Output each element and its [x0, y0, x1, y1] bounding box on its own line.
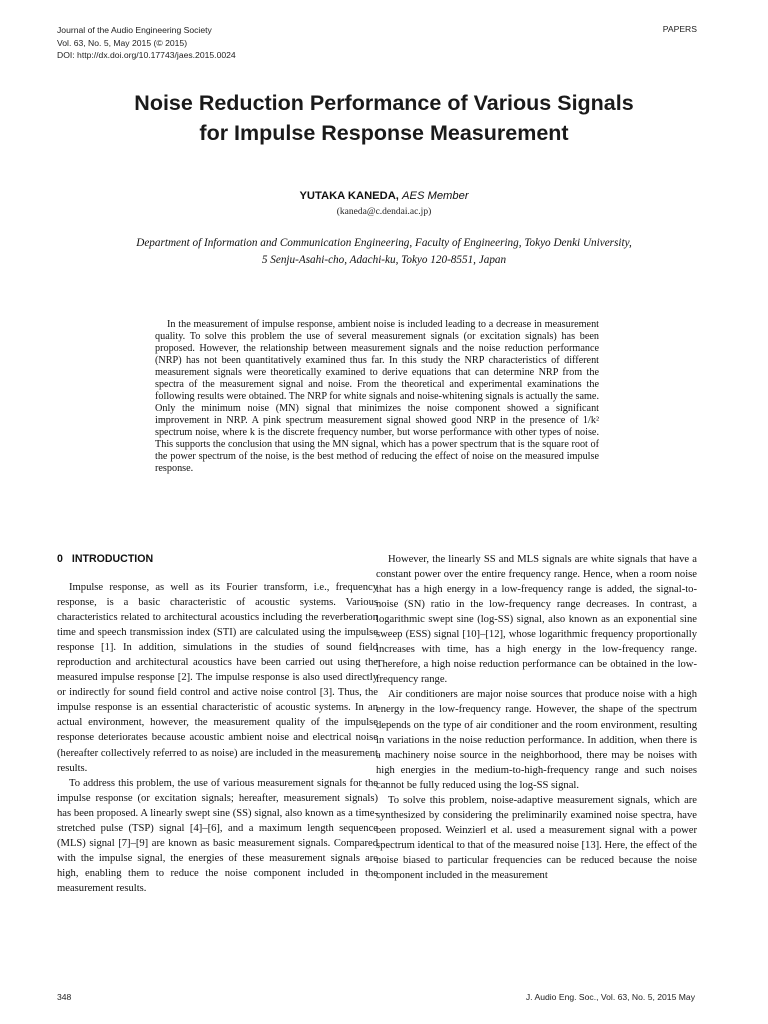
paragraph: To solve this problem, noise-adaptive measurement signals, which are synthesized by considering the preliminarily examined noise spectra, have been proposed. Weinzierl et al. used a measurement signal with a power spectrum identical to that of the measured noise [13]. Here, the effect of the noise biased to particular frequencies can be reduced because the noise component included in the measurement — [376, 794, 697, 881]
author-email: (kaneda@c.dendai.ac.jp) — [336, 207, 432, 217]
author-name: YUTAKA KANEDA, — [299, 190, 399, 202]
section-label: PAPERS — [662, 24, 697, 34]
author-line — [0, 190, 768, 202]
abstract: In the measurement of impulse response, ambient noise is included leading to a decrease in measurement quality. To solve this problem the use of several measurement signals (or excitation signals) has been proposed. However, the relationship between measurement signals and the noise reduction performance (NRP) has not been quantitatively examined thus far. In this study the NRP characteristics of different measurement signals were theoretically examined to derive equations that can determine NRP from the spectra of the measurement signal and noise. From the theoretical and experimental examinations the following results were obtained. The NRP for white signals and noise-whitening signals is actually the same. Only the minimum noise (MN) signal that minimizes the noise component showed a significant improvement in NRP. A pink spectrum measurement signal showed good NRP in the presence of 1/k² spectrum noise, where k is the discrete frequency number, but worse performance with other types of noise. This supports the conclusion that using the MN signal, which has a power spectrum that is the square root of the power spectrum of the noise, is the best method of reducing the effect of noise on the measured impulse response. — [155, 319, 599, 474]
paragraph: Impulse response, as well as its Fourier transform, i.e., frequency response, is a basic characteristic of acoustic systems. Various characteristics related to architectural acoustics including the reverberation time and speech transmission index (STI) are calculated using the impulse response [1]. In addition, simulations in the studies of sound field reproduction and architectural acoustics have been carried out using the measured impulse response [2]. The impulse response is also used directly or indirectly for sound field control and active noise control [3]. Thus, the impulse response is an essential characteristic of acoustic systems. In an actual environment, however, the measurement quality of the impulse response deteriorates because acoustic ambient noise and electrical noise (hereafter collectively referred to as noise) are included in the measurement results. — [57, 582, 378, 774]
journal-name: Journal of the Audio Engineering Society — [57, 25, 212, 35]
section-heading — [57, 552, 378, 567]
footer-citation: J. Audio Eng. Soc., Vol. 63, No. 5, 2015 May — [525, 992, 695, 1002]
paragraph: To address this problem, the use of various measurement signals for the impulse response (or excitation signals; hereafter, measurement signals) has been proposed. A linearly swept sine (SS) signal, also known as a time-stretched pulse (TSP) signal [4]–[6], and a maximum length sequence (MLS) signal [7]–[9] are known as basic measurement signals. Compared with the impulse signal, the energies of these measurement signals are high, enabling them to reduce the noise component included in the measurement results. — [57, 777, 378, 894]
left-column — [57, 552, 378, 896]
paragraph: Air conditioners are major noise sources that produce noise with a high energy in the low-frequency range. However, the shape of the spectrum depends on the type of air conditioner and the room environment, resulting in variations in the noise reduction performance. In addition, when there is a machinery noise source in the neighborhood, there may be noises with high energies in the medium-to-high-frequency range and such noises cannot be fully reduced using the log-SS signal. — [376, 689, 697, 791]
journal-doi: DOI: http://dx.doi.org/10.17743/jaes.2015.0024 — [57, 50, 236, 60]
title-line-2: for Impulse Response Measurement — [199, 121, 569, 145]
paragraph: However, the linearly SS and MLS signals are white signals that have a constant power over the entire frequency range. Hence, when a room noise that has a high energy in a low-frequency range is added, the signal-to-noise (SN) ratio in the low-frequency range decreases. In contrast, a logarithmic swept sine (log-SS) signal, also known as an exponential sine sweep (ESS) signal [10]–[12], whose logarithmic frequency proportionally increases with time, has a high energy in the low-frequency range. Therefore, a high noise reduction performance can be obtained in the low-frequency range. — [376, 554, 697, 686]
section-number: 0 — [57, 553, 63, 565]
author-membership: AES Member — [402, 190, 469, 202]
affiliation — [0, 235, 768, 269]
page-number: 348 — [57, 992, 72, 1002]
affiliation-line-1: Department of Information and Communication Engineering, Faculty of Engineering, Tokyo Denki University, — [136, 237, 632, 249]
title-line-1: Noise Reduction Performance of Various Signals — [134, 91, 634, 115]
affiliation-line-2: 5 Senju-Asahi-cho, Adachi-ku, Tokyo 120-8551, Japan — [261, 254, 507, 266]
section-title: INTRODUCTION — [71, 553, 154, 565]
paper-title — [0, 88, 768, 148]
journal-volume: Vol. 63, No. 5, May 2015 (© 2015) — [57, 37, 188, 48]
right-column — [376, 552, 697, 883]
journal-header — [57, 24, 236, 62]
